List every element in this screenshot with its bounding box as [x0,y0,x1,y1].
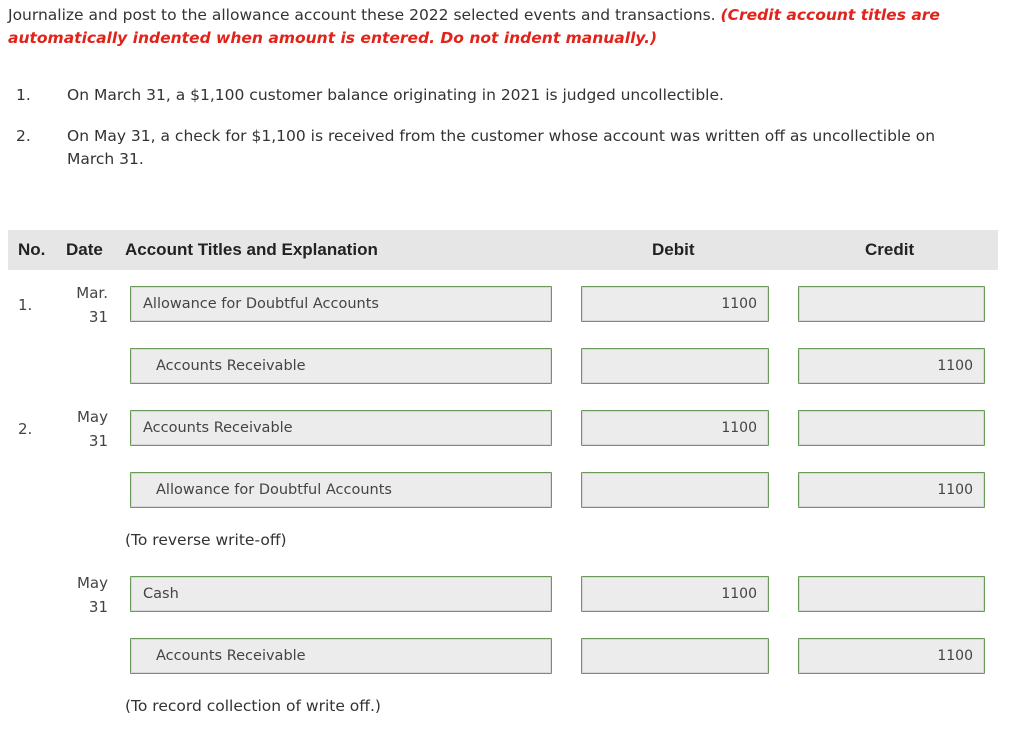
account-title-field[interactable]: Accounts Receivable [130,348,552,384]
account-title-field[interactable]: Cash [130,576,552,612]
instructions-note: (Credit account titles are automatically indented when amount is entered. Do not indent manually.) [8,6,940,47]
debit-field[interactable] [581,472,769,508]
account-title-field[interactable]: Allowance for Doubtful Accounts [130,286,552,322]
instructions [8,4,1008,50]
debit-field[interactable]: 1100 [581,410,769,446]
debit-field[interactable]: 1100 [581,576,769,612]
event-number: 1. [16,86,31,104]
credit-field[interactable]: 1100 [798,638,985,674]
credit-field[interactable]: 1100 [798,348,985,384]
date-day: 31 [88,598,108,616]
credit-field[interactable] [798,410,985,446]
date-day: 31 [88,432,108,450]
journal-table-header [8,230,998,270]
date-month: Mar. [76,284,108,302]
header-no: No. [18,240,46,259]
debit-field[interactable] [581,638,769,674]
header-debit: Debit [652,240,695,259]
account-title-field[interactable]: Accounts Receivable [130,410,552,446]
credit-field[interactable] [798,286,985,322]
entry-date [60,281,108,329]
credit-field[interactable]: 1100 [798,472,985,508]
event-text: On May 31, a check for $1,100 is received from the customer whose account was written off as uncollectible on March 31. [67,127,936,168]
date-month: May [76,408,108,426]
entry-number: 1. [18,296,33,314]
entry-date [60,571,108,619]
event-text: On March 31, a $1,100 customer balance originating in 2021 is judged uncollectible. [67,86,724,104]
event-number: 2. [16,127,31,145]
account-title-field[interactable]: Allowance for Doubtful Accounts [130,472,552,508]
date-month: May [76,574,108,592]
instructions-text: Journalize and post to the allowance account these 2022 selected events and transactions. [8,6,721,24]
debit-field[interactable] [581,348,769,384]
header-date: Date [66,240,103,259]
date-day: 31 [88,308,108,326]
entry-date [60,405,108,453]
debit-field[interactable]: 1100 [581,286,769,322]
account-title-field[interactable]: Accounts Receivable [130,638,552,674]
header-account: Account Titles and Explanation [125,240,378,259]
entry-number: 2. [18,420,33,438]
credit-field[interactable] [798,576,985,612]
entry-explanation: (To reverse write-off) [125,531,287,549]
header-credit: Credit [865,240,915,259]
entry-explanation: (To record collection of write off.) [125,697,381,715]
